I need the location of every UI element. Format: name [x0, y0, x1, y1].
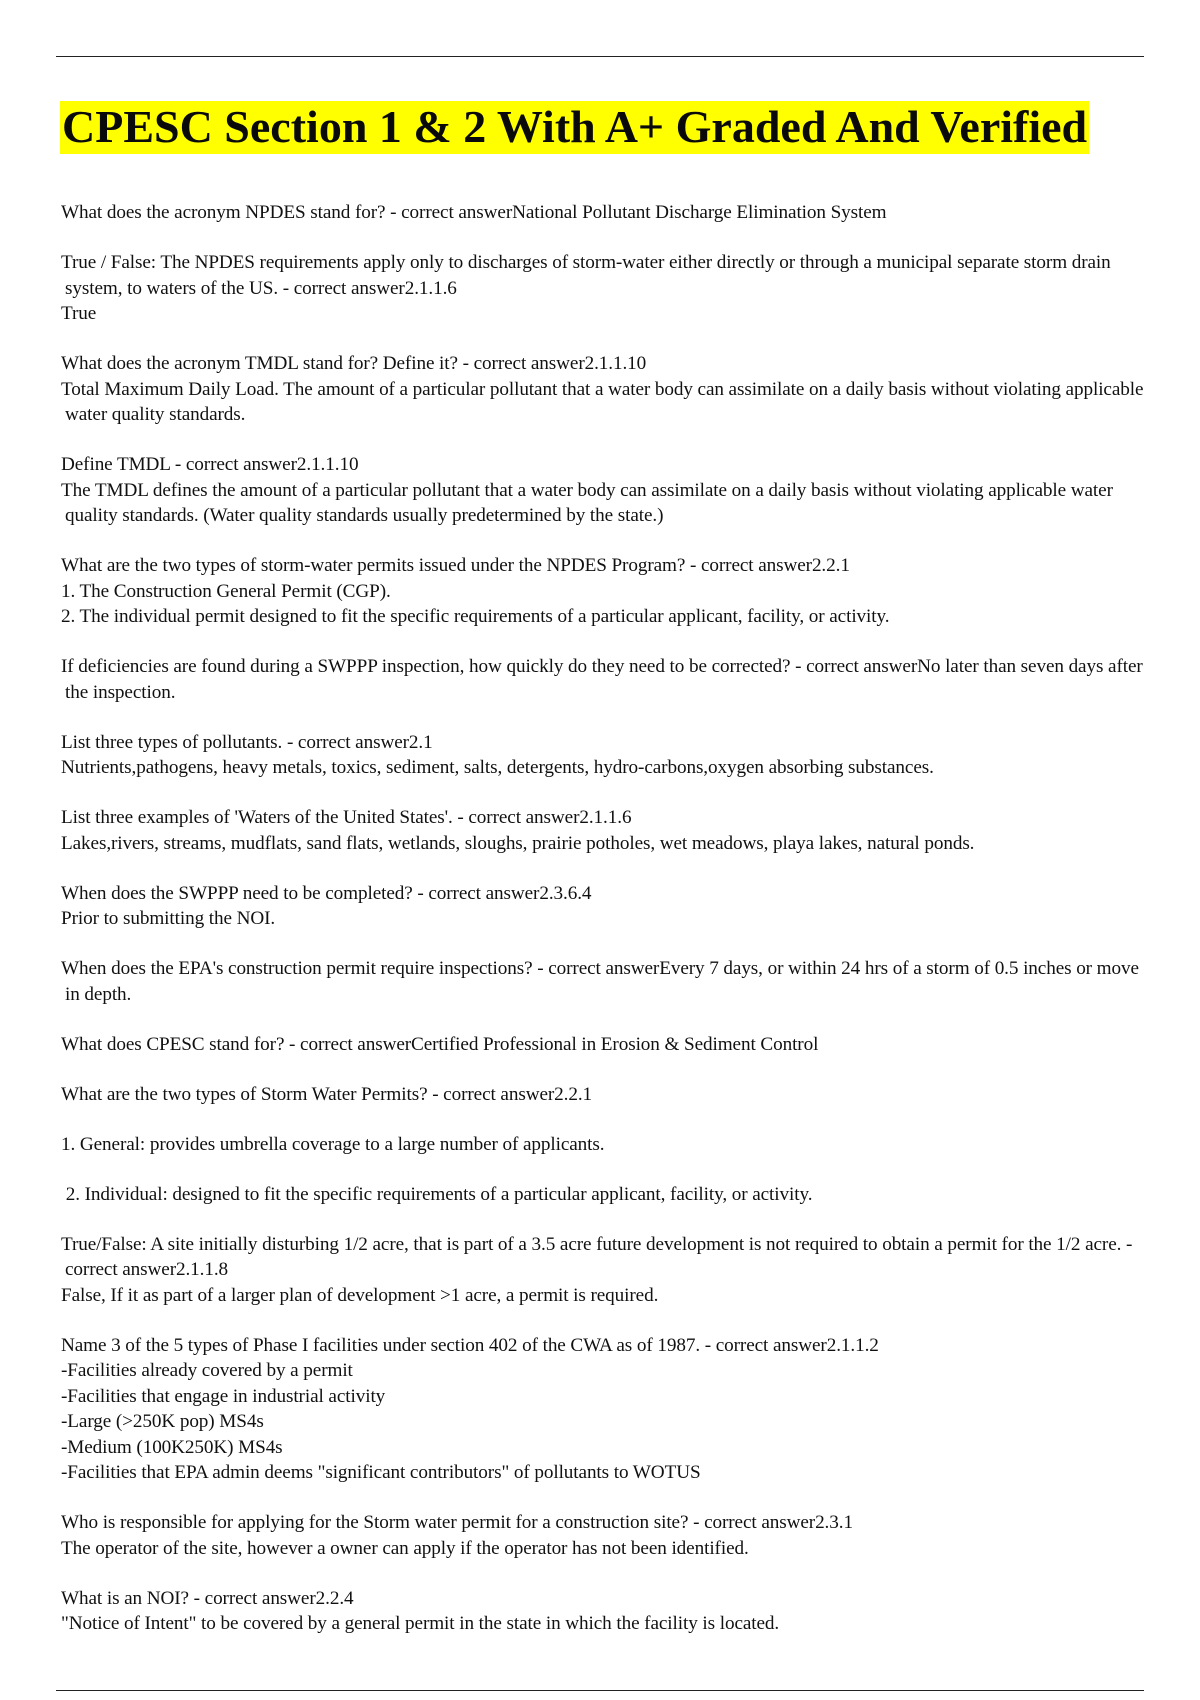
qa-question: 1. General: provides umbrella coverage to a large number of applicants. [61, 1133, 605, 1155]
qa-question: What does the acronym TMDL stand for? Define it? - correct answer2.1.1.10 [61, 353, 647, 374]
qa-question: What does CPESC stand for? - correct answerCertified Professional in Erosion & Sediment Control [61, 1033, 819, 1055]
qa-answer-line: Nutrients,pathogens, heavy metals, toxics, sediment, salts, detergents, hydro-carbons,oxygen absorbing substances. [61, 757, 934, 778]
qa-answer-line: 2. The individual permit designed to fit the specific requirements of a particular applicant, facility, or activity. [61, 606, 890, 627]
qa-entry [61, 1586, 1156, 1637]
top-rule [56, 56, 1144, 57]
qa-answer-line: True [61, 303, 97, 324]
qa-question: True / False: The NPDES requirements apply only to discharges of storm-water either directly or through a municipal separate storm drain system, to waters of the US. - correct answer2.1.1.6 [61, 252, 1116, 299]
qa-entry [61, 351, 1156, 428]
qa-entry [61, 1032, 1156, 1058]
qa-answer-line: Prior to submitting the NOI. [61, 908, 276, 929]
qa-entry [61, 200, 1156, 226]
qa-answer-line: "Notice of Intent" to be covered by a general permit in the state in which the facility is located. [61, 1613, 780, 1634]
qa-entry [61, 452, 1156, 529]
qa-question: Define TMDL - correct answer2.1.1.10 [61, 454, 359, 475]
qa-entry [61, 1132, 1156, 1158]
qa-answer-line: -Facilities that EPA admin deems "significant contributors" of pollutants to WOTUS [61, 1462, 701, 1483]
qa-entry [61, 1082, 1156, 1108]
qa-entry [61, 654, 1156, 705]
qa-question: When does the EPA's construction permit require inspections? - correct answerEvery 7 days, or within 24 hrs of a storm of 0.5 inches or move in depth. [61, 958, 1144, 1005]
qa-question: List three examples of 'Waters of the United States'. - correct answer2.1.1.6 [61, 807, 632, 828]
qa-list [61, 200, 1156, 1661]
document-title: CPESC Section 1 & 2 With A+ Graded And Verified [62, 101, 1088, 152]
qa-entry [61, 1182, 1156, 1208]
qa-answer-line: -Large (>250K pop) MS4s [61, 1411, 264, 1432]
qa-answer-line: -Facilities that engage in industrial activity [61, 1385, 386, 1407]
qa-entry [61, 881, 1156, 932]
qa-entry [61, 1232, 1156, 1309]
qa-question: What are the two types of storm-water permits issued under the NPDES Program? - correct answer2.2.1 [61, 555, 850, 576]
qa-entry [61, 1510, 1156, 1561]
qa-entry [61, 553, 1156, 630]
qa-entry [61, 730, 1156, 781]
qa-entry [61, 1333, 1156, 1486]
qa-answer-line: -Medium (100K250K) MS4s [61, 1436, 283, 1458]
qa-question: If deficiencies are found during a SWPPP inspection, how quickly do they need to be corrected? - correct answerNo later than seven days after the inspection. [61, 656, 1148, 703]
qa-answer-line: The TMDL defines the amount of a particular pollutant that a water body can assimilate on a daily basis without violating applicable water quality standards. (Water quality standards usually predetermined by the state.) [61, 479, 1118, 526]
qa-entry [61, 250, 1156, 327]
qa-answer-line: Total Maximum Daily Load. The amount of a particular pollutant that a water body can assimilate on a daily basis without violating applicable water quality standards. [61, 378, 1149, 425]
qa-answer-line: -Facilities already covered by a permit [61, 1360, 353, 1381]
qa-question: What is an NOI? - correct answer2.2.4 [61, 1587, 354, 1609]
qa-question: When does the SWPPP need to be completed? - correct answer2.3.6.4 [61, 882, 592, 904]
qa-question: List three types of pollutants. - correct answer2.1 [61, 731, 433, 753]
qa-entry [61, 805, 1156, 856]
qa-question: 2. Individual: designed to fit the specific requirements of a particular applicant, facility, or activity. [61, 1183, 813, 1205]
qa-answer-line: The operator of the site, however a owner can apply if the operator has not been identified. [61, 1537, 749, 1559]
qa-question: Name 3 of the 5 types of Phase I facilities under section 402 of the CWA as of 1987. - correct answer2.1.1.2 [61, 1334, 879, 1356]
qa-question: Who is responsible for applying for the Storm water permit for a construction site? - correct answer2.3.1 [61, 1512, 853, 1533]
qa-question: What are the two types of Storm Water Permits? - correct answer2.2.1 [61, 1083, 593, 1105]
qa-question: True/False: A site initially disturbing 1/2 acre, that is part of a 3.5 acre future development is not required to obtain a permit for the 1/2 acre. - correct answer2.1.1.8 [61, 1233, 1137, 1280]
qa-entry [61, 956, 1156, 1007]
qa-question: What does the acronym NPDES stand for? - correct answerNational Pollutant Discharge Elimination System [61, 202, 887, 223]
qa-answer-line: False, If it as part of a larger plan of development >1 acre, a permit is required. [61, 1284, 659, 1306]
qa-answer-line: Lakes,rivers, streams, mudflats, sand flats, wetlands, sloughs, prairie potholes, wet meadows, playa lakes, natural ponds. [61, 832, 975, 854]
qa-answer-line: 1. The Construction General Permit (CGP). [61, 580, 391, 602]
bottom-rule [56, 1690, 1144, 1691]
title-block [60, 96, 1150, 158]
